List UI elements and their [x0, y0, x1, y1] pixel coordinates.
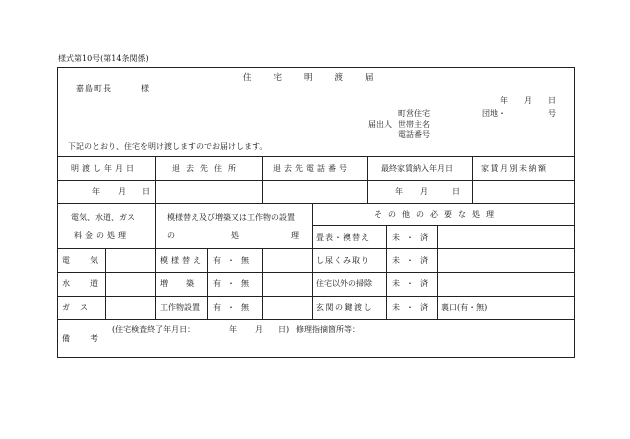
form-title: 住宅明渡届 — [243, 73, 396, 83]
rent-day: 日 — [452, 187, 460, 196]
utility-gas: ガス — [62, 303, 98, 312]
other-item-cleaning: 住宅以外の掃除 — [316, 279, 372, 288]
header-date-month: 月 — [524, 96, 532, 105]
header-date-day: 日 — [548, 96, 556, 105]
modification-header-c: 理 — [291, 231, 299, 240]
header-unpaid-rent: 家賃月別未納額 — [481, 164, 548, 173]
header-last-rent-date: 最終家賃納入年月日 — [381, 164, 453, 173]
header-new-phone: 退去先電話番号 — [273, 164, 350, 173]
submitter-label: 届出人 — [368, 120, 392, 129]
utility-water: 水道 — [62, 279, 118, 288]
householder-name-label: 世帯主名 — [398, 120, 430, 129]
header-new-address: 退去先住所 — [172, 164, 242, 173]
remarks-inspection-text: (住宅検査終了年月日： — [112, 325, 196, 334]
back-door-note: 裏口(有・無) — [441, 303, 488, 312]
phone-label: 電話番号 — [398, 130, 430, 139]
header-date-year: 年 — [500, 96, 508, 105]
form-number: 様式第10号(第14条関係) — [58, 54, 149, 63]
remarks-day: 日) — [278, 325, 290, 334]
utility-header-line1: 電気、水道、ガス — [71, 213, 135, 222]
other-status-4: 未・済 — [392, 303, 434, 312]
danchi-label: 団地・ — [482, 109, 506, 118]
mod-status-3: 有・無 — [213, 303, 255, 312]
header-vacate-date: 明渡し年月日 — [71, 164, 137, 173]
mod-item-structure: 工作物設置 — [160, 303, 200, 312]
other-item-toilet: し尿くみ取り — [316, 256, 370, 265]
remarks-month: 月 — [255, 325, 263, 334]
housing-label: 町営住宅 — [398, 109, 430, 118]
vacate-month: 月 — [118, 187, 126, 196]
rent-year: 年 — [395, 187, 403, 196]
honorific: 様 — [141, 84, 149, 93]
vacate-day: 日 — [142, 187, 150, 196]
remarks-year: 年 — [229, 325, 237, 334]
statement: 下記のとおり、住宅を明け渡しますのでお届けします。 — [68, 142, 268, 151]
mod-item-remodel: 模様替え — [160, 256, 204, 265]
modification-header-a: の — [167, 231, 175, 240]
other-header: その他の必要な処理 — [374, 210, 500, 219]
other-status-2: 未・済 — [392, 256, 434, 265]
modification-header-line1: 模様替え及び増築又は工作物の設置 — [167, 213, 295, 222]
number-unit: 号 — [548, 109, 556, 118]
mayor-addressee: 嘉島町長 — [76, 84, 112, 93]
vacate-year: 年 — [92, 187, 100, 196]
rent-month: 月 — [420, 187, 428, 196]
other-item-tatami: 畳表・襖替え — [316, 233, 370, 242]
mod-item-extension: 増築 — [160, 279, 212, 288]
mod-status-2: 有・無 — [213, 279, 255, 288]
utility-electric: 電気 — [62, 256, 118, 265]
remarks-repair-text: 修理指摘箇所等： — [296, 325, 360, 334]
remarks-label: 備考 — [62, 334, 118, 343]
other-status-3: 未・済 — [392, 279, 434, 288]
other-status-1: 未・済 — [392, 233, 434, 242]
other-item-key: 玄関の鍵渡し — [316, 303, 373, 312]
utility-header-line2: 料金の処理 — [74, 231, 129, 240]
mod-status-1: 有・無 — [213, 256, 255, 265]
modification-header-b: 処 — [231, 231, 239, 240]
